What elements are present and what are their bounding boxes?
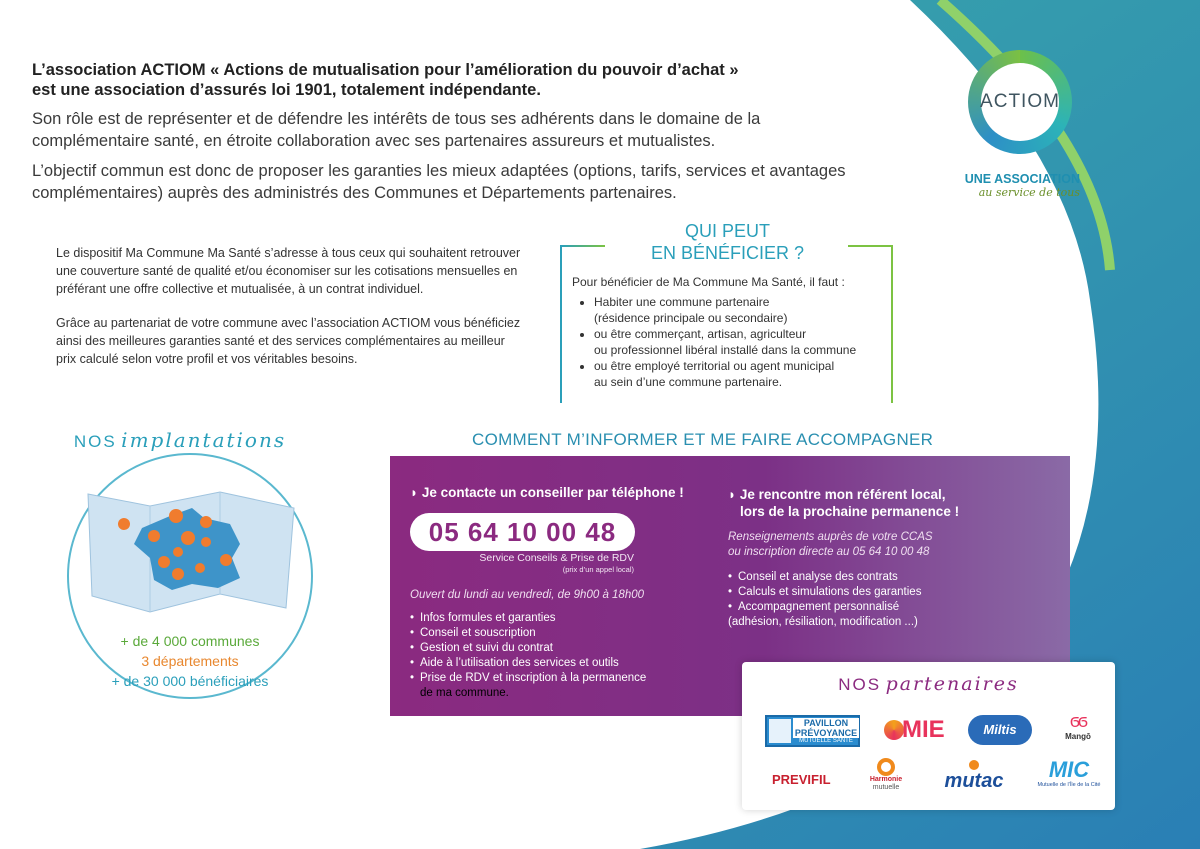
- locations-title: [50, 428, 310, 452]
- local-heading-line-2: lors de la prochaine permanence !: [740, 504, 960, 519]
- dispositif-paragraph-2: Grâce au partenariat de votre commune avec l’association ACTIOM vous bénéficiez ainsi des meilleures garanties santé et des services complémentaires au meilleur prix calculé selon votre profil et vos véritables besoins.: [56, 316, 521, 366]
- eligibility-item: [594, 358, 882, 390]
- pavillon-prevoyance-logo: [765, 715, 860, 747]
- local-contact-column: [728, 486, 1048, 630]
- mic-subtitle: Mutuelle de l’Île de la Cité: [1037, 782, 1101, 788]
- eligibility-item-line: ou être commerçant, artisan, agriculteur: [594, 327, 807, 341]
- phone-details: [410, 588, 710, 701]
- intro-paragraph-1: Son rôle est de représenter et de défendre les intérêts de tous ses adhérents dans le domaine de la complémentaire santé, en étroite collaboration avec ses partenaires assureurs et mutualistes.: [32, 110, 761, 150]
- eligibility-title-line-1: QUI PEUT: [684, 221, 770, 241]
- phone-heading-text: Je contacte un conseiller par téléphone !: [421, 485, 684, 500]
- list-item-continuation: de ma commune.: [420, 687, 509, 699]
- intro-bold-line-2: est une association d’assurés loi 1901, totalement indépendante.: [32, 81, 541, 99]
- mutac-logo: [936, 760, 1012, 792]
- logo-tagline: UNE ASSOCIATION: [964, 172, 1080, 186]
- list-item: • Conseil et analyse des contrats: [728, 570, 1048, 585]
- eligibility-item-line: ou être employé territorial ou agent municipal: [594, 359, 835, 373]
- mie-logo: [880, 716, 952, 746]
- opening-hours: Ouvert du lundi au vendredi, de 9h00 à 18h00: [410, 589, 645, 601]
- dispositif-paragraph-1: Le dispositif Ma Commune Ma Santé s’adresse à tous ceux qui souhaitent retrouver une couverture santé de qualité et/ou économiser sur les cotisations mensuelles en préférant une offre collective et mutualisée, à un contrat individuel.: [56, 246, 521, 296]
- harmonie-ring-icon: [877, 758, 895, 776]
- phone-service-label: [410, 552, 634, 576]
- eligibility-item-detail: ou professionnel libéral installé dans la commune: [594, 343, 857, 357]
- eligibility-item-line: Habiter une commune partenaire: [594, 295, 770, 309]
- list-item: • Gestion et suivi du contrat: [410, 641, 710, 656]
- mutac-person-icon: [969, 760, 979, 770]
- harmonie-mutuelle-label: mutuelle: [872, 784, 900, 791]
- list-item: • Aide à l’utilisation des services et outils: [410, 656, 710, 671]
- eligibility-item: [594, 294, 882, 326]
- phone-number-button[interactable]: 05 64 10 00 48: [410, 513, 635, 551]
- locations-stats: [67, 631, 313, 691]
- previfil-logo: PREVIFIL: [772, 772, 831, 787]
- intro-section: [32, 60, 872, 204]
- phone-contact-column: [410, 484, 710, 501]
- eligibility-list: [572, 294, 882, 390]
- mango-logo: [1050, 710, 1106, 750]
- stat-communes: + de 4 000 communes: [120, 633, 260, 649]
- list-item: • Prise de RDV et inscription à la permanence: [410, 671, 710, 686]
- harmonie-name: Harmonie: [869, 776, 903, 783]
- mie-name: MIE: [902, 716, 945, 743]
- list-item-continuation: (adhésion, résiliation, modification ...): [728, 616, 918, 628]
- locations-title-prefix: NOS: [73, 432, 117, 451]
- intro-bold-line-1: L’association ACTIOM « Actions de mutualisation pour l’amélioration du pouvoir d’achat »: [32, 61, 739, 79]
- list-item: • Accompagnement personnalisé: [728, 600, 1048, 615]
- partners-title-script: partenaires: [885, 673, 1019, 695]
- eligibility-title-line-2: EN BÉNÉFICIER ?: [650, 243, 805, 263]
- local-services-list: [728, 570, 1048, 615]
- local-info-line-1: Renseignements auprès de votre CCAS: [728, 531, 933, 543]
- logo-name: ACTIOM: [980, 91, 1060, 112]
- eligibility-intro: Pour bénéficier de Ma Commune Ma Santé, il faut :: [572, 275, 845, 289]
- pavillon-name: PAVILLON: [803, 718, 849, 728]
- mic-logo: [1034, 758, 1104, 789]
- list-item: • Conseil et souscription: [410, 626, 710, 641]
- dispositif-text: [56, 244, 526, 384]
- locations-title-script: implantations: [121, 428, 287, 452]
- mango-symbol-icon: ϭϭ: [1070, 711, 1086, 731]
- phone-heading: [410, 484, 710, 501]
- arrow-icon: ◗: [728, 487, 740, 502]
- france-map-icon: [80, 486, 302, 616]
- local-heading: [728, 486, 1048, 520]
- mutuelle-sante-label: MUTUELLE SANTÉ: [799, 738, 853, 744]
- service-label: Service Conseils & Prise de RDV: [479, 552, 634, 564]
- eligibility-content: [572, 274, 882, 390]
- harmonie-logo: [864, 758, 908, 792]
- local-info-line-2: ou inscription directe au 05 64 10 00 48: [728, 546, 930, 558]
- local-heading-line-1: Je rencontre mon référent local,: [739, 487, 946, 502]
- list-item: • Calculs et simulations des garanties: [728, 585, 1048, 600]
- eligibility-item-detail: au sein d’une commune partenaire.: [594, 375, 783, 389]
- partners-title: [742, 673, 1115, 695]
- hands-icon: [769, 719, 791, 743]
- stat-beneficiaires: + de 30 000 bénéficiaires: [111, 673, 269, 689]
- mango-name: Mangō: [1065, 732, 1091, 741]
- eligibility-item-detail: (résidence principale ou secondaire): [594, 311, 788, 325]
- eligibility-item: [594, 326, 882, 358]
- list-item: • Infos formules et garanties: [410, 611, 710, 626]
- phone-services-list: [410, 611, 710, 686]
- mie-drop-icon: [884, 720, 904, 740]
- actiom-logo: [960, 40, 1090, 200]
- mic-name: MIC: [1048, 757, 1090, 782]
- prevoyance-name: PRÉVOYANCE: [794, 728, 858, 738]
- miltis-logo: Miltis: [968, 715, 1032, 745]
- contact-title: COMMENT M’INFORMER ET ME FAIRE ACCOMPAGNER: [472, 430, 934, 449]
- price-note: (prix d’un appel local): [562, 565, 634, 574]
- partners-title-prefix: NOS: [838, 675, 882, 694]
- local-info: [728, 530, 1048, 560]
- logo-subtagline: au service de tous: [978, 186, 1080, 199]
- stat-departements: 3 départements: [141, 653, 239, 669]
- intro-paragraph-2: L’objectif commun est donc de proposer les garanties les mieux adaptées (options, tarifs, services et avantages complémentaires) auprès des administrés des Communes et Départements partenaires.: [32, 162, 846, 202]
- arrow-icon: ◗: [410, 485, 422, 500]
- mutac-name: mutac: [944, 770, 1004, 792]
